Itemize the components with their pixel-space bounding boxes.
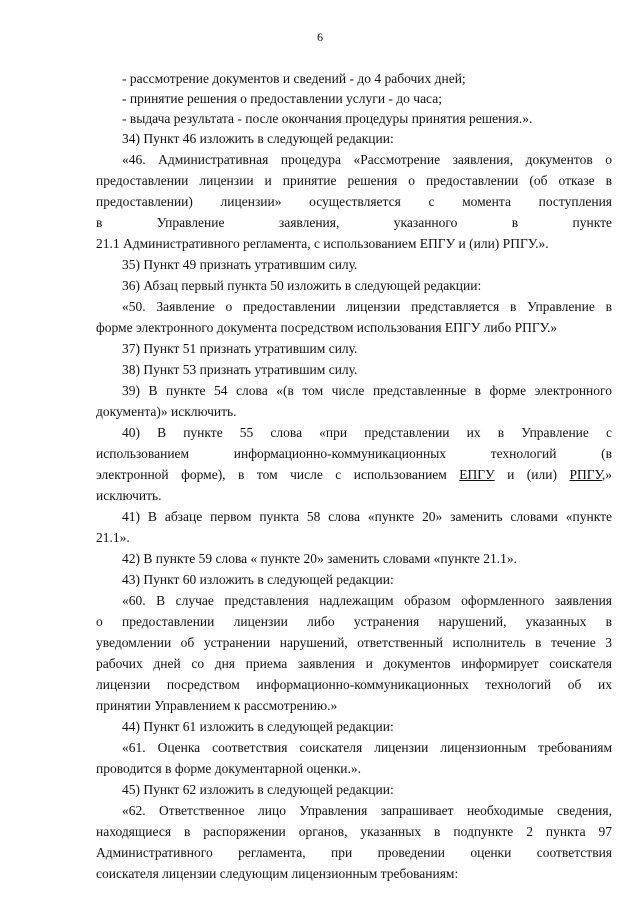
- text-line: 43) Пункт 60 изложить в следующей редакции:: [122, 572, 394, 587]
- text-line: 21.1».: [96, 530, 130, 545]
- text-line: 45) Пункт 62 изложить в следующей редакции:: [122, 782, 394, 797]
- text-line: - принятие решения о предоставлении услуги - до часа;: [122, 91, 442, 106]
- text-line: уведомлении об устранении нарушений, ответственный исполнитель в течение 3: [96, 635, 612, 650]
- text-line: предоставлении лицензии и принятие решения о предоставлении (об отказе в: [96, 173, 612, 188]
- text-line: 35) Пункт 49 признать утратившим силу.: [122, 257, 358, 272]
- text-line: принятии Управлением к рассмотрению.»: [96, 698, 338, 713]
- text-line: «62. Ответственное лицо Управления запрашивает необходимые сведения,: [122, 803, 612, 818]
- text-line: проводится в форме документарной оценки.».: [96, 761, 361, 776]
- text-line: 37) Пункт 51 признать утратившим силу.: [122, 341, 358, 356]
- text-line: 38) Пункт 53 признать утратившим силу.: [122, 362, 358, 377]
- text-line: 39) В пункте 54 слова «(в том числе представленные в форме электронного: [122, 383, 612, 398]
- text-line: 36) Абзац первый пункта 50 изложить в следующей редакции:: [122, 278, 482, 293]
- text-line: 41) В абзаце первом пункта 58 слова «пункте 20» заменить словами «пункте: [122, 509, 612, 524]
- text-line: документа)» исключить.: [96, 404, 237, 419]
- text-line: 42) В пункте 59 слова « пункте 20» заменить словами «пункте 21.1».: [122, 551, 518, 566]
- text-line: «46. Административная процедура «Рассмотрение заявления, документов о: [122, 152, 612, 167]
- text-line: 40) В пункте 55 слова «при представлении их в Управление с: [122, 425, 612, 440]
- text-line: о предоставлении лицензии либо устранения нарушений, указанных в: [96, 614, 612, 629]
- text-line: лицензии посредством информационно-коммуникационных технологий об их: [96, 677, 612, 692]
- text-line: Административного регламента, при проведении оценки соответствия: [96, 845, 612, 860]
- text-line: 34) Пункт 46 изложить в следующей редакции:: [122, 131, 394, 146]
- text-line: исключить.: [96, 488, 162, 503]
- text-line: соискателя лицензии следующим лицензионным требованиям:: [96, 866, 459, 881]
- text-line: «61. Оценка соответствия соискателя лицензии лицензионным требованиям: [122, 740, 612, 755]
- text-line: «60. В случае представления надлежащим образом оформленного заявления: [122, 593, 612, 608]
- text-line: - рассмотрение документов и сведений - до 4 рабочих дней;: [122, 71, 466, 86]
- text-line: «50. Заявление о предоставлении лицензии представляется в Управление в: [122, 299, 612, 314]
- text-line: предоставлении) лицензии» осуществляется с момента поступления: [96, 194, 612, 209]
- text-line: - выдача результата - после окончания процедуры принятия решения.».: [122, 111, 533, 126]
- text-line: находящиеся в распоряжении органов, указанных в подпункте 2 пункта 97: [96, 824, 612, 839]
- text-line: 21.1 Административного регламента, с использованием ЕПГУ и (или) РПГУ.».: [96, 236, 549, 251]
- text-line: форме электронного документа посредством использования ЕПГУ либо РПГУ.»: [96, 320, 558, 335]
- page-number: 6: [317, 30, 323, 44]
- text-line: 44) Пункт 61 изложить в следующей редакции:: [122, 719, 394, 734]
- text-line: использованием информационно-коммуникационных технологий (в: [96, 446, 612, 461]
- text-line: рабочих дней со дня приема заявления и документов информирует соискателя: [96, 656, 612, 671]
- text-line: в Управление заявления, указанного в пункте: [96, 215, 612, 230]
- text-line: электронной форме), в том числе с использованием ЕПГУ и (или) РПГУ,»: [96, 467, 612, 482]
